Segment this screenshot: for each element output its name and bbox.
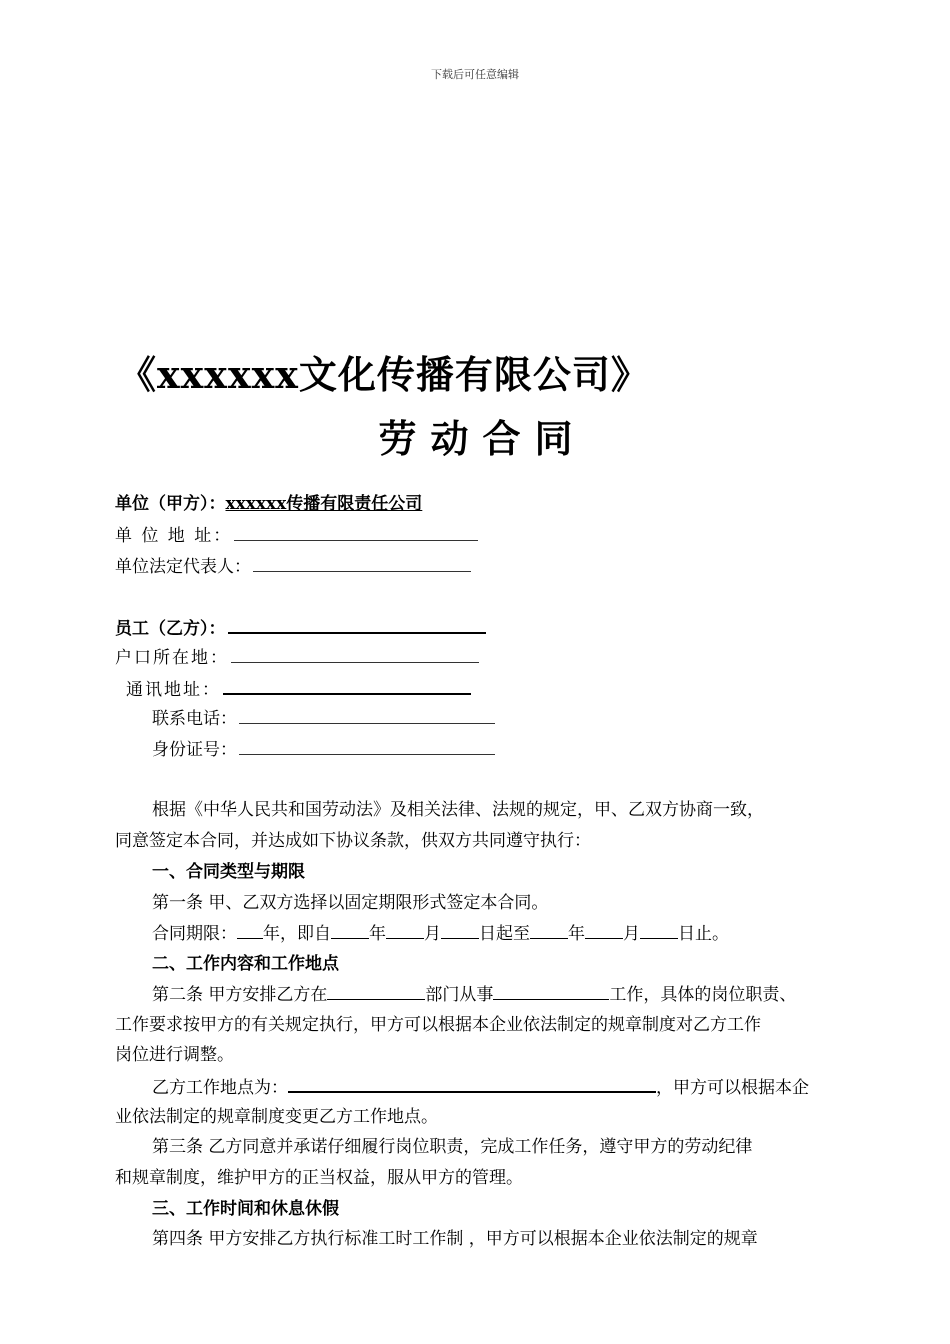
party-b-hukou-row	[115, 645, 479, 670]
party-b-address-label: 通讯地址：	[126, 680, 221, 700]
header-note: 下载后可任意编辑	[431, 68, 519, 81]
party-b-address-blank	[223, 676, 471, 695]
party-a-row	[115, 492, 422, 516]
article-2-line-1	[152, 982, 796, 1007]
article-3-line-2: 和规章制度，维护甲方的正当权益，服从甲方的管理。	[115, 1168, 523, 1188]
party-b-address-row	[126, 676, 471, 702]
workplace-blank	[288, 1074, 656, 1093]
start-day-text: 日起至	[479, 924, 530, 944]
party-b-id-label: 身份证号：	[152, 740, 237, 760]
party-a-address-label: 单 位 地 址：	[115, 526, 233, 546]
end-month-text: 月	[623, 924, 640, 944]
article-1: 第一条 甲、乙双方选择以固定期限形式签定本合同。	[152, 893, 549, 913]
section-2-heading: 二、工作内容和工作地点	[152, 954, 339, 974]
workplace-line-2: 业依法制定的规章制度变更乙方工作地点。	[115, 1107, 438, 1127]
start-year-blank	[331, 921, 369, 939]
party-a-rep-row	[115, 554, 471, 579]
term-years-blank	[237, 921, 263, 939]
article-2-text-a: 第二条 甲方安排乙方在	[152, 985, 328, 1005]
end-year-text: 年	[568, 924, 585, 944]
party-a-rep-blank	[253, 554, 471, 572]
start-month-text: 月	[424, 924, 441, 944]
start-year-text: 年	[369, 924, 386, 944]
article-2-line-3: 岗位进行调整。	[115, 1045, 234, 1065]
party-a-value: xxxxxx传播有限责任公司	[225, 494, 423, 514]
party-a-rep-label: 单位法定代表人：	[115, 557, 251, 577]
party-b-phone-blank	[239, 706, 495, 724]
party-a-address-row	[115, 523, 478, 548]
party-b-id-blank	[239, 737, 495, 755]
section-1-heading: 一、合同类型与期限	[152, 862, 305, 882]
workplace-text: ，甲方可以根据本企	[656, 1078, 809, 1098]
article-4-line-1: 第四条 甲方安排乙方执行标准工时工作制 ，甲方可以根据本企业依法制定的规章	[152, 1229, 758, 1249]
intro-line-2: 同意签定本合同，并达成如下协议条款，供双方共同遵守执行：	[115, 831, 591, 851]
party-a-address-blank	[234, 523, 478, 541]
article-2-text-b: 部门从事	[425, 985, 494, 1005]
term-from-text: 年，即自	[263, 924, 331, 944]
end-day-blank	[640, 921, 678, 939]
party-b-hukou-blank	[231, 645, 479, 663]
end-month-blank	[585, 921, 623, 939]
start-month-blank	[386, 921, 424, 939]
document-subtitle: 劳动合同	[378, 416, 587, 461]
party-b-phone-label: 联系电话：	[152, 709, 237, 729]
job-blank	[493, 982, 609, 1000]
party-b-phone-row	[152, 706, 495, 731]
end-day-text: 日止。	[678, 924, 729, 944]
term-label: 合同期限：	[152, 924, 237, 944]
article-2-line-2: 工作要求按甲方的有关规定执行，甲方可以根据本企业依法制定的规章制度对乙方工作	[115, 1015, 761, 1035]
party-b-blank	[228, 615, 486, 634]
party-b-id-row	[152, 737, 495, 762]
party-a-label: 单位（甲方）：	[115, 494, 226, 514]
intro-line-1: 根据《中华人民共和国劳动法》及相关法律、法规的规定，甲、乙双方协商一致，	[152, 800, 764, 820]
department-blank	[327, 982, 425, 1000]
workplace-label: 乙方工作地点为：	[152, 1078, 288, 1098]
party-b-row	[115, 615, 486, 641]
article-3-line-1: 第三条 乙方同意并承诺仔细履行岗位职责，完成工作任务，遵守甲方的劳动纪律	[152, 1137, 753, 1157]
party-b-hukou-label: 户口所在地：	[115, 648, 229, 668]
document-title: 《xxxxxx文化传播有限公司》	[118, 352, 650, 397]
party-b-label: 员工（乙方）：	[115, 619, 226, 639]
end-year-blank	[530, 921, 568, 939]
workplace-line-1	[152, 1074, 809, 1100]
start-day-blank	[441, 921, 479, 939]
section-3-heading: 三、工作时间和休息休假	[152, 1199, 339, 1219]
article-2-text-c: 工作，具体的岗位职责、	[609, 985, 797, 1005]
contract-term-row	[152, 921, 729, 946]
